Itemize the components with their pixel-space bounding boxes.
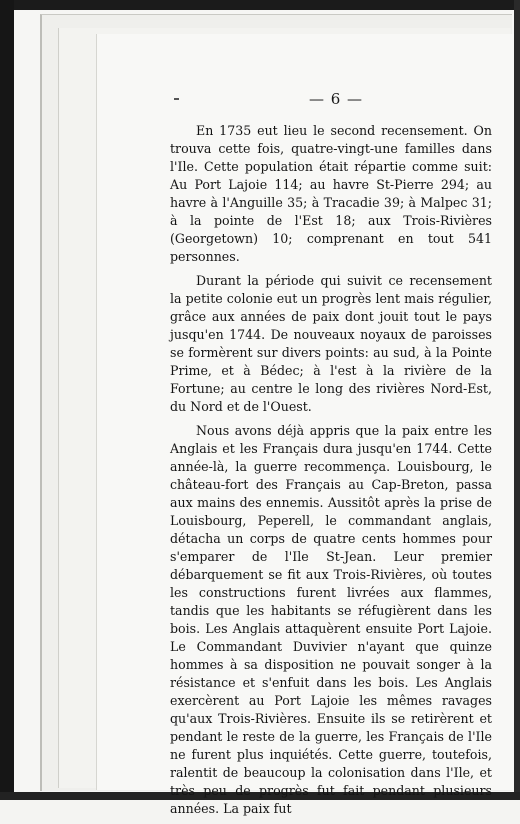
scan-border-top (0, 0, 520, 10)
paragraph-census-1735: En 1735 eut lieu le second recensement. On trouva cette fois, quatre-vingt-une familles dans l'Ile. Cette population était répartie comme suit: Au Port Lajoie 114; au havre St-Pierre 294; au havre à l'Anguille 35; à Tracadie 39; à Malpec 31; à la pointe de l'Est 18; aux Trois-Rivières (Georgetown) 10; comprenant en tout 541 personnes. (170, 123, 492, 264)
body-text (170, 122, 492, 824)
paragraph-slow-progress: Durant la période qui suivit ce recensement la petite colonie eut un progrès lent mais régulier, grâce aux années de paix dont jouit tout le pays jusqu'en 1744. De nouveaux noyaux de paroisses se formèrent sur divers points: au sud, à la Pointe Prime, et à Bédec; à l'est à la rivière de la Fortune; au centre le long des rivières Nord-Est, du Nord et de l'Ouest. (170, 273, 492, 414)
margin-mark (174, 98, 179, 100)
scan-border-right (514, 0, 520, 800)
paragraph-war-1744: Nous avons déjà appris que la paix entre les Anglais et les Français dura jusqu'en 1744. Cette année-là, la guerre recommença. Louisbourg, le château-fort des Français au Cap-Breton, passa aux mains des ennemis. Aussitôt après la prise de Louisbourg, Peperell, le commandant anglais, détacha un corps de quatre cents hommes pour s'emparer de l'Ile St-Jean. Leur premier débarquement se fit aux Trois-Rivières, où toutes les constructions furent livrées aux flammes, tandis que les habitants se réfugièrent dans les bois. Les Anglais attaquèrent ensuite Port Lajoie. Le Commandant Duvivier n'ayant que quinze hommes à sa disposition ne pouvait songer à la résistance et s'enfuit dans les bois. Les Anglais exercèrent au Port Lajoie les mêmes ravages qu'aux Trois-Rivières. Ensuite ils se retirèrent et pendant le reste de la guerre, les Français de l'Ile ne furent plus inquiétés. Cette guerre, toutefois, ralentit de beaucoup la colonisation dans l'Ile, et très peu de progrès fut fait pendant plusieurs années. La paix fut (170, 423, 492, 816)
scan-border-left (0, 0, 14, 800)
page-number: — 6 — (308, 90, 364, 108)
